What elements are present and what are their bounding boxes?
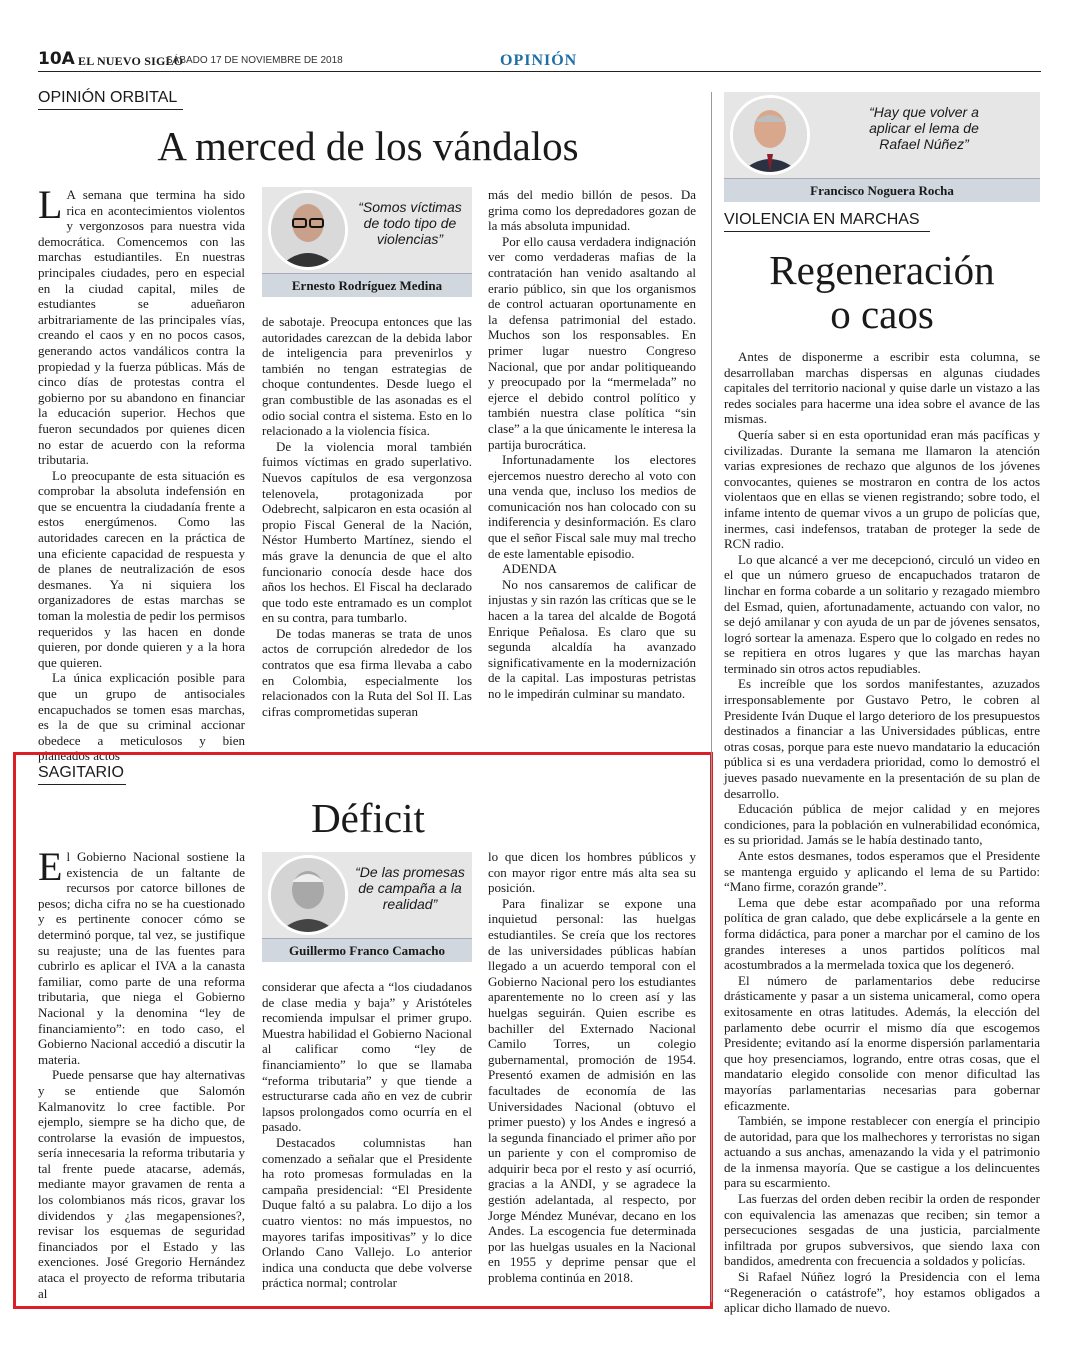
drop-cap: E <box>38 844 63 889</box>
paragraph: Lo que alcancé a ver me decepcionó, circuló un video en el que un número grueso de encapuchados trataron de linchar en forma cobarde a un solitario y rezagado miembro del Esmad, quien, afortunadamente, actuando con valor, no se dejó amilanar y con ayuda de un par de jóvenes sensatos, logró sortear la amenaza. Espero que lo colgado en redes no se repitiera en otros lugares y que las marchas hayan terminado sin otros actos repudiables. <box>724 551 1040 676</box>
paragraph: Quería saber si en esta oportunidad eran más pacíficas y civilizadas. Durante la semana me llamaron la atención varias expresiones de rechazo que algunos de los jóvenes convocantes, quienes se mostraron en contra de los actos violentaos que en ellas se vienen registrando; sobre todo, el infame intento de quemar vivos a un grupo de policías que, inermes, casi indefensos, trataban de proteger la sede de RCN radio. <box>724 426 1040 552</box>
author-byline: Ernesto Rodríguez Medina <box>262 273 472 297</box>
author-byline: Guillermo Franco Camacho <box>262 938 472 962</box>
headline-line: Regeneración <box>769 247 995 293</box>
paragraph: Si Rafael Núñez logró la Presidencia con el lema “Regeneración o catástrofe”, hoy estamos obligados a aplicar dicho llamado de nuevo. <box>724 1269 1040 1316</box>
section-name: OPINIÓN <box>500 52 578 69</box>
paragraph: Educación pública de mejor calidad y en mejores condiciones, para la población en vulnerabilidad económica, es su prioridad. Jamás se le había destinado tanto, <box>724 801 1040 848</box>
page-number: 10A <box>38 49 75 69</box>
article2-column-3 <box>488 849 696 1297</box>
paragraph: más del medio billón de pesos. Da grima como los depredadores gozan de la más absoluta impunidad. <box>488 187 696 234</box>
paragraph: Antes de disponerme a escribir esta columna, se desarrollaban marchas dispersas en algunas ciudades capitales del territorio nacional y quise darle un vistazo a las redes sociales para hacerme una idea sobre el avance de las mismas. <box>724 349 1040 427</box>
newspaper-name: EL NUEVO SIGLO <box>78 54 184 68</box>
adenda-label: ADENDA <box>502 561 557 577</box>
pull-quote: “Hay que volver a aplicar el lema de Rafael Núñez” <box>869 104 979 152</box>
paragraph: Ante estos desmanes, todos esperamos que el Presidente se mantenga erguido y aplicando el lema de su Partido: “Mano firme, corazón grande”. <box>724 848 1040 895</box>
author-portrait <box>268 855 348 935</box>
article2-headline: Déficit <box>311 795 425 841</box>
author-portrait <box>730 95 810 175</box>
article1-column-1 <box>38 182 245 764</box>
article2-kicker: SAGITARIO <box>38 763 126 785</box>
article3-headline <box>724 248 1040 336</box>
article3-column <box>724 349 1040 1316</box>
paragraph: Las fuerzas del orden deben recibir la orden de responder con equivalencia las amenazas que reciben; sin temor a persecuciones sesgadas de una justicia, parcialmente infiltrada por grupos subversivos, que siendo laxa con bandidos, amedrenta con frecuencia a soldados y policías. <box>724 1191 1040 1269</box>
paragraph: l Gobierno Nacional sostiene la existencia de un faltante de recursos por catorce billones de pesos; dicha cifra no se ha cuestionado y es pertinente conocer cómo se determinó porque, tal vez, se justifique su reajuste; una de las fuentes para cubrirlo es aplicar el IVA a la canasta familiar, como parte de una reforma tributaria, que niega el Gobierno Nacional y la denomina “ley de financiamiento”: en todo caso, el Gobierno Nacional accedió a discutir la materia. <box>38 849 245 1067</box>
paragraph: Infortunadamente los electores ejercemos nuestro derecho al voto con una venda que, incluso los medios de comunicación nos han colocado con su indiferencia y desinformación. Es claro que el señor Fiscal sale muy mal trecho de este lamentable episodio. <box>488 452 696 561</box>
person-photo-icon <box>271 193 345 267</box>
paragraph: De la violencia moral también fuimos víctimas en grado superlativo. Nuevos capítulos de esa vergonzosa telenovela, protagonizada por Odebrecht, salpicaron en esta ocasión al propio Fiscal General de la Nación, Néstor Humberto Martínez, siendo el más grave la denuncia de que el alto funcionario conocía desde hace dos años los hechos. El Fiscal ha declarado que todo este entramado es un complot en su contra, para tumbarlo. <box>262 438 472 626</box>
article1-column-3 <box>488 187 696 722</box>
person-photo-icon <box>733 98 807 172</box>
paragraph: Destacados columnistas han comenzado a señalar que el Presidente ha roto promesas formuladas en la campaña presidencial: “El Presidente Duque faltó a su palabra. Lo dijo a los cuatro vientos: no más impuestos, no mayores tarifas impositivas” y lo dice Orlando Cano Vallejo. Lo anterior indica una conducta que debe volverse práctica normal; controlar <box>262 1134 472 1291</box>
author-byline: Francisco Noguera Rocha <box>724 178 1040 202</box>
issue-date: SÁBADO 17 DE NOVIEMBRE DE 2018 <box>166 55 343 66</box>
paragraph: Lo preocupante de esta situación es comprobar la absoluta indefensión en que se encuentra la ciudadanía frente a estos energúmenos. Como las autoridades carecen en la práctica de una eficiente capacidad de respuesta y de planes de neutralización de esos desmanes. Ya ni siquiera los organizadores de estas marchas se toman la molestia de pedir los permisos requeridos y las hacen en donde quieren, por donde quieren y a la hora que quieren. <box>38 467 245 670</box>
drop-cap: L <box>38 182 63 227</box>
article3-quote-box <box>724 92 1040 202</box>
paragraph: No nos cansaremos de calificar de injustas y sin razón las críticas que se le hacen a la tarea del alcalde de Bogotá Enrique Peñalosa. Es claro que su segunda alcaldía ha avanzado significativamente en la modernización de la capital. Las imposturas petristas no le impedirán culminar su mandato. <box>488 576 696 701</box>
page-header <box>38 50 1041 72</box>
paragraph: Es increíble que los sordos manifestantes, azuzados irresponsablemente por Gustavo Petro, le cobren al Presidente Iván Duque el largo deterioro de los presupuestos destinados a financiar a las Universidades públicas, entre otras cosas, porque para este nuevo mandatario la educación pública si es una verdadera prioridad, como lo demostró el jueves pasado nuevamente en la presentación de su plan de desarrollo. <box>724 676 1040 801</box>
paragraph: Lema que debe estar acompañado por una reforma política de gran calado, que debe explicársele a la gente en forma didáctica, para poner a marchar por el camino de los grandes intereses a unos partidos políticos mal acostumbrados a la mermelada toxica que los degeneró. <box>724 894 1040 973</box>
article1-quote-box <box>262 187 472 297</box>
paragraph: A semana que termina ha sido rica en acontecimientos violentos y vergonzosos para nuestra vida democrática. Comencemos con las marchas estudiantiles. En nuestras principales ciudades, pero en especial en la ciudad capital, miles de estudiantes se adueñaron arbitrariamente de las principales vías, creando el caos y en no pocos casos, generando actos vandálicos contra la propiedad y la fuerza públicas. Más de cinco días de protestas contra el gobierno por su abandono en financiar la educación superior. Hechos que fueron secundados por quienes dicen no estar de acuerdo con la reforma tributaria. <box>38 187 245 468</box>
paragraph: lo que dicen los hombres públicos y con mayor rigor entre más alta sea su posición. <box>488 849 696 896</box>
column-divider <box>711 92 712 1302</box>
paragraph: De todas maneras se trata de unos actos de corrupción alrededor de los contratos que esa firma llevaba a cabo en Colombia, especialmente los relacionados con la Ruta del Sol II. Las cifras comprometidas superan <box>262 625 472 719</box>
paragraph: Por ello causa verdadera indignación ver como verdaderas mafias de la contratación han venido asaltando al erario público, sin que los organismos de control actuaran oportunamente en la defensa patrimonial del estado. Muchos son los responsables. En primer lugar nuestro Congreso Nacional, que por andar politiqueando y preocupado por la “mermelada” no ejerce el debido control político y también nuestra clase política “sin clase” a la que únicamente le interesa la partija burocrática. <box>488 233 696 452</box>
article1-kicker: OPINIÓN ORBITAL <box>38 88 183 110</box>
pull-quote: “Somos víctimas de todo tipo de violencias” <box>358 199 462 247</box>
author-portrait <box>268 190 348 270</box>
article1-column-2 <box>262 314 472 724</box>
paragraph: El número de parlamentarios debe reducirse drásticamente y pasar a un sistema unicameral, como opera exitosamente en otras latitudes. Además, la elección del parlamento debe ocurrir el mismo día que escogemos Presidente; evitando así la enorme dispersión parlamentaria que hoy presenciamos, logrando, entre otras cosas, que el mandatario elegido consolide con menor dificultad las mayorías parlamentarias necesarias para gobernar eficazmente. <box>724 972 1040 1113</box>
article1-headline: A merced de los vándalos <box>157 123 579 169</box>
paragraph: considerar que afecta a “los ciudadanos de clase media y baja” y Aristóteles recomienda impulsar el primer grupo. Muestra habilidad el Gobierno Nacional al calificar como “ley de financiamiento” lo que se llamaba “reforma tributaria” y que tiende a estructurarse cada año en vez de cubrir lapsos prolongados como ocurría en el pasado. <box>262 979 472 1135</box>
paragraph: También, se impone restablecer con energía el principio de autoridad, para que los malhechores y terroristas no sigan actuando a sus anchas, amenazando la vida y el patrimonio de la inmensa mayoría. Que se castigue a los delincuentes para su escarmiento. <box>724 1113 1040 1191</box>
headline-line: o caos <box>830 291 934 337</box>
paragraph: La única explicación posible para que un grupo de antisociales encapuchados se tomen esas marchas, es la de que su criminal accionar obedece a meticulosos y bien planeados actos <box>38 670 245 764</box>
article2-column-1 <box>38 844 245 1301</box>
paragraph: Para finalizar se expone una inquietud personal: las huelgas estudiantiles. Se creía que los rectores de las universidades públicas habían llegado a un acuerdo temporal con el Gobierno Nacional pero los estudiantes aparentemente no lo creen así y las huelgas seguirán. Quien escribe es bachiller del Externado Nacional Camilo Torres, un colegio gubernamental, promoción de 1954. Presentó examen de admisión en las facultades de economía de las Universidades Nacional (obtuvo el primer puesto) y los Andes e ingresó a la segunda financiado el primer año por un pariente y con el compromiso de adquirir beca por el resto y así ocurrió, gracias a la ANDI, y se agradece la gestión adelantada, al respecto, por Jorge Méndez Munévar, decano en los Andes. La escogencia fue determinada por las huelgas usuales en la Nacional en 1955 y deprime pensar que el problema continúa en 2018. <box>488 895 696 1286</box>
pull-quote: “De las promesas de campaña a la realidad” <box>355 864 465 912</box>
article2-quote-box <box>262 852 472 962</box>
article3-kicker: VIOLENCIA EN MARCHAS <box>724 210 930 232</box>
paragraph: Puede pensarse que hay alternativas y se entiende que Salomón Kalmanovitz lo cree factible. Por ejemplo, siempre se ha dicho que, de controlarse la evasión de impuestos, sería innecesaria la reforma tributaria y tal frente puede atacarse, además, mediante mayor gravamen de renta a los colombianos más ricos, gravar los dividendos y ¿las megapensiones?, revisar los esquemas de seguridad financiados por el Estado y las exenciones. José Gregorio Hernández ataca el proyecto de reforma tributaria al <box>38 1067 245 1301</box>
paragraph: de sabotaje. Preocupa entonces que las autoridades carezcan de la debida labor de inteligencia para prevenirlos y también no tengan estrategias de choque contundentes. Desde luego el gran combustible de las asonadas es el odio social contra el sistema. Esto en lo relacionado a la violencia física. <box>262 314 472 439</box>
person-photo-icon <box>271 858 345 932</box>
article2-column-2 <box>262 979 472 1297</box>
